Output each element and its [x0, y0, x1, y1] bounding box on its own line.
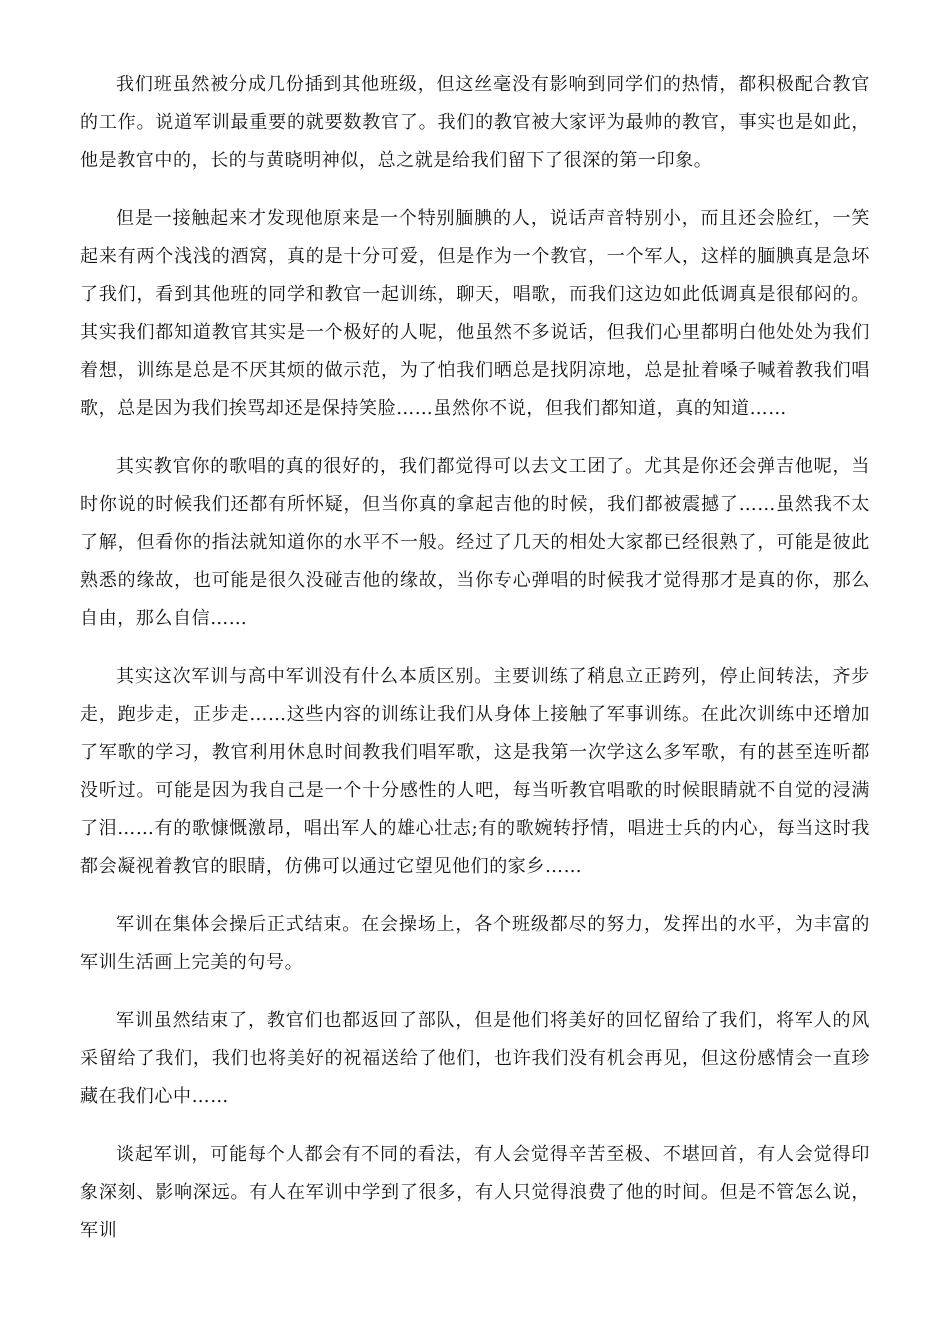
paragraph-6: 军训虽然结束了，教官们也都返回了部队，但是他们将美好的回忆留给了我们，将军人的风采留给了我们，我们也将美好的祝福送给了他们，也许我们没有机会再见，但这份感情会一直珍藏在我们心中…… — [80, 1010, 870, 1107]
paragraph-3: 其实教官你的歌唱的真的很好的，我们都觉得可以去文工团了。尤其是你还会弹吉他呢，当时你说的时候我们还都有所怀疑，但当你真的拿起吉他的时候，我们都被震撼了……虽然我不太了解，但看你的指法就知道你的水平不一般。经过了几天的相处大家都已经很熟了，可能是彼此熟悉的缘故，也可能是很久没碰吉他的缘故，当你专心弹唱的时候我才觉得那才是真的你，那么自由，那么自信…… — [80, 456, 870, 629]
paragraph-7: 谈起军训，可能每个人都会有不同的看法，有人会觉得辛苦至极、不堪回首，有人会觉得印象深刻、影响深远。有人在军训中学到了很多，有人只觉得浪费了他的时间。但是不管怎么说，军训 — [80, 1144, 870, 1241]
paragraph-5: 军训在集体会操后正式结束。在会操场上，各个班级都尽的努力，发挥出的水平，为丰富的军训生活画上完美的句号。 — [80, 914, 870, 973]
paragraph-1: 我们班虽然被分成几份插到其他班级，但这丝毫没有影响到同学们的热情，都积极配合教官的工作。说道军训最重要的就要数教官了。我们的教官被大家评为最帅的教官，事实也是如此，他是教官中的，长的与黄晓明神似，总之就是给我们留下了很深的第一印象。 — [80, 74, 870, 171]
document-page — [80, 66, 870, 1270]
paragraph-4: 其实这次军训与高中军训没有什么本质区别。主要训练了稍息立正跨列，停止间转法，齐步走，跑步走，正步走……这些内容的训练让我们从身体上接触了军事训练。在此次训练中还增加了军歌的学习，教官利用休息时间教我们唱军歌，这是我第一次学这么多军歌，有的甚至连听都没听过。可能是因为我自己是一个十分感性的人吧，每当听教官唱歌的时候眼睛就不自觉的浸满了泪……有的歌慷慨激昂，唱出军人的雄心壮志;有的歌婉转抒情，唱进士兵的内心，每当这时我都会凝视着教官的眼睛，仿佛可以通过它望见他们的家乡…… — [80, 666, 870, 877]
paragraph-2: 但是一接触起来才发现他原来是一个特别腼腆的人，说话声音特别小，而且还会脸红，一笑起来有两个浅浅的酒窝，真的是十分可爱，但是作为一个教官，一个军人，这样的腼腆真是急坏了我们，看到其他班的同学和教官一起训练，聊天，唱歌，而我们这边如此低调真是很郁闷的。其实我们都知道教官其实是一个极好的人呢，他虽然不多说话，但我们心里都明白他处处为我们着想，训练是总是不厌其烦的做示范，为了怕我们晒总是找阴凉地，总是扯着嗓子喊着教我们唱歌，总是因为我们挨骂却还是保持笑脸……虽然你不说，但我们都知道，真的知道…… — [80, 208, 870, 419]
